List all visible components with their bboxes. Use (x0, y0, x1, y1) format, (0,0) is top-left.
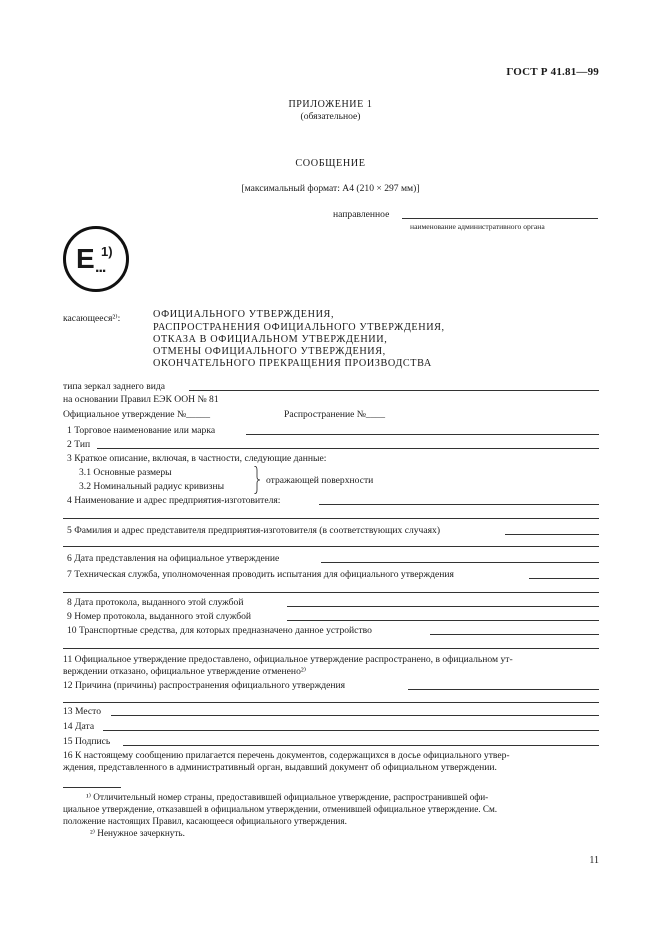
document-title: СООБЩЕНИЕ (295, 158, 366, 169)
approval-number: Официальное утверждение №_____ (63, 409, 211, 420)
extension-number: Распространение №____ (284, 409, 386, 420)
sent-to-caption: наименование административного органа (410, 222, 545, 231)
mirror-type-line (189, 390, 599, 391)
annex-status: (обязательное) (300, 111, 361, 122)
field-8-label: 8 Дата протокола, выданного этой службой (67, 597, 244, 608)
approval-mark-footnote: 1) (101, 244, 113, 259)
field-11-text: 11 Официальное утверждение предоставлено, официальное утверждение распространено, в официальном ут- (63, 654, 513, 665)
field-9-label: 9 Номер протокола, выданного этой службой (67, 611, 252, 622)
footnote-1: циальное утверждение, отказавшей в официальном утверждении, отменившей официальное утверждение. См. (63, 804, 498, 814)
document-code: ГОСТ Р 41.81—99 (506, 66, 599, 78)
field-10-line (430, 634, 599, 635)
footnote-2: ²⁾ Ненужное зачеркнуть. (90, 828, 185, 838)
format-note: [максимальный формат: А4 (210 × 297 мм)] (241, 183, 420, 194)
concerning-label: касающееся²⁾: (63, 313, 121, 324)
field-4-label: 4 Наименование и адрес предприятия-изготовителя: (67, 495, 281, 506)
field-13-line (111, 715, 599, 716)
field-14-line (103, 730, 599, 731)
field-10-label: 10 Транспортные средства, для которых предназначено данное устройство (67, 625, 372, 636)
field-3-label: 3 Краткое описание, включая, в частности, следующие данные: (67, 453, 327, 464)
field-2-line (97, 448, 599, 449)
sent-to-label: направленное (333, 209, 390, 220)
approval-mark (63, 226, 129, 292)
curly-brace-icon (253, 466, 260, 494)
basis-label: на основании Правил ЕЭК ООН № 81 (63, 394, 219, 405)
field-4-line (63, 518, 599, 519)
field-7-label: 7 Техническая служба, уполномоченная проводить испытания для официального утверждения (67, 569, 454, 580)
mirror-type-label: типа зеркал заднего вида (63, 381, 166, 392)
field-13-label: 13 Место (63, 706, 102, 717)
footnote-1: ¹⁾ Отличительный номер страны, предоставившей официальное утверждение, распространившей офи- (86, 792, 489, 802)
field-12-line (63, 702, 599, 703)
approval-mark-dots: ... (95, 259, 106, 276)
field-15-label: 15 Подпись (63, 736, 111, 747)
field-6-line (321, 562, 599, 563)
field-4-line (319, 504, 599, 505)
concerning-item: ОКОНЧАТЕЛЬНОГО ПРЕКРАЩЕНИЯ ПРОИЗВОДСТВА (153, 358, 432, 369)
field-11-text: верждении отказано, официальное утверждение отменено²⁾ (63, 666, 307, 677)
concerning-item: РАСПРОСТРАНЕНИЯ ОФИЦИАЛЬНОГО УТВЕРЖДЕНИЯ, (153, 322, 445, 333)
field-5-label: 5 Фамилия и адрес представителя предприятия-изготовителя (в соответствующих случаях) (67, 525, 441, 536)
field-1-line (246, 434, 599, 435)
field-2-label: 2 Тип (67, 439, 91, 450)
field-10-line (63, 648, 599, 649)
field-16-text: 16 К настоящему сообщению прилагается перечень документов, содержащихся в досье официального утвер- (63, 750, 510, 761)
footnote-separator (63, 787, 121, 788)
field-7-line (63, 592, 599, 593)
field-6-label: 6 Дата представления на официальное утверждение (67, 553, 280, 564)
field-1-label: 1 Торговое наименование или марка (67, 425, 216, 436)
field-16-text: ждения, представленного в административный орган, выдавший документ об официальном утверждении. (63, 762, 497, 773)
field-15-line (123, 745, 599, 746)
field-9-line (287, 620, 599, 621)
field-14-label: 14 Дата (63, 721, 95, 732)
field-12-label: 12 Причина (причины) распространения официального утверждения (63, 680, 346, 691)
field-8-line (287, 606, 599, 607)
field-3-2-label: 3.2 Номинальный радиус кривизны (79, 481, 225, 492)
sent-to-line (402, 218, 598, 219)
field-3-1-label: 3.1 Основные размеры (79, 467, 172, 478)
field-7-line (529, 578, 599, 579)
concerning-item: ОФИЦИАЛЬНОГО УТВЕРЖДЕНИЯ, (153, 309, 335, 320)
field-5-line (505, 534, 599, 535)
page-number: 11 (589, 855, 599, 866)
footnote-1: положение настоящих Правил, касающееся официального утверждения. (63, 816, 347, 826)
concerning-item: ОТМЕНЫ ОФИЦИАЛЬНОГО УТВЕРЖДЕНИЯ, (153, 346, 386, 357)
field-5-line (63, 546, 599, 547)
annex-title: ПРИЛОЖЕНИЕ 1 (288, 99, 373, 110)
approval-mark-letter: E (76, 243, 95, 274)
concerning-item: ОТКАЗА В ОФИЦИАЛЬНОМ УТВЕРЖДЕНИИ, (153, 334, 388, 345)
field-12-line (408, 689, 599, 690)
field-3-brace-label: отражающей поверхности (266, 475, 374, 486)
